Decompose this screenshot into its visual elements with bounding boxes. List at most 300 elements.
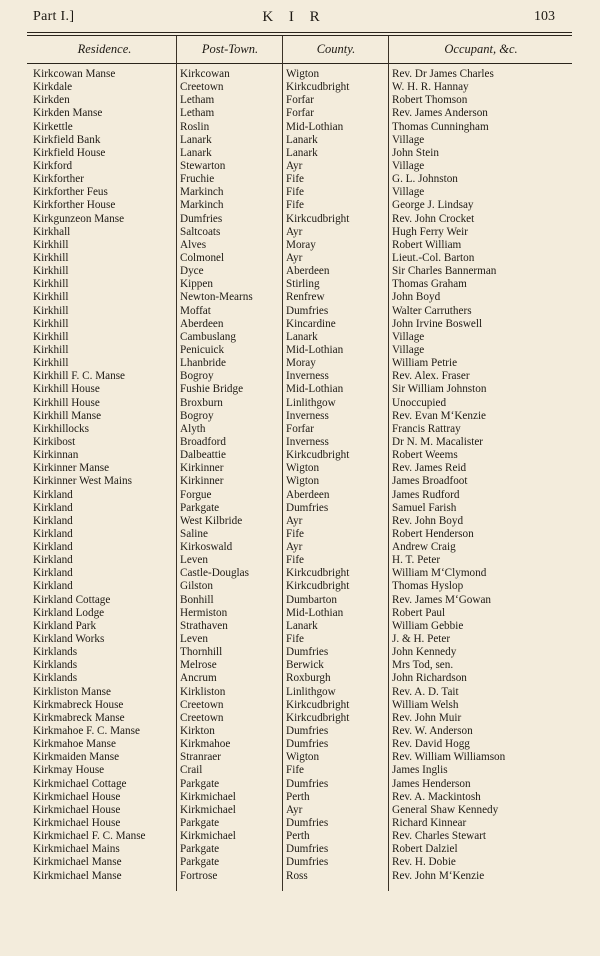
residence-cell: Kirkmabreck House bbox=[33, 698, 124, 711]
page-header bbox=[33, 9, 555, 27]
table-row bbox=[0, 672, 600, 685]
occupant-cell: Rev. James Reid bbox=[392, 462, 467, 475]
residence-cell: Kirkliston Manse bbox=[33, 685, 111, 698]
residence-cell: Kirkfield Bank bbox=[33, 133, 101, 146]
table-row bbox=[0, 147, 600, 160]
post-town-cell: Thornhill bbox=[180, 646, 223, 659]
post-town-cell: Newton-Mearns bbox=[180, 291, 253, 304]
county-cell: Ross bbox=[286, 869, 308, 882]
occupant-cell: Mrs Tod, sen. bbox=[392, 659, 454, 672]
post-town-cell: Colmonel bbox=[180, 251, 225, 264]
occupant-cell: George J. Lindsay bbox=[392, 199, 474, 212]
post-town-cell: Moffat bbox=[180, 304, 211, 317]
post-town-cell: Parkgate bbox=[180, 843, 220, 856]
county-cell: Linlithgow bbox=[286, 685, 336, 698]
post-town-cell: Kirkmahoe bbox=[180, 738, 231, 751]
table-row bbox=[0, 580, 600, 593]
post-town-cell: Ancrum bbox=[180, 672, 217, 685]
post-town-cell: Parkgate bbox=[180, 817, 220, 830]
table-row bbox=[0, 646, 600, 659]
occupant-cell: Thomas Hyslop bbox=[392, 580, 464, 593]
occupant-cell: Robert Paul bbox=[392, 606, 446, 619]
county-cell: Dumfries bbox=[286, 646, 329, 659]
occupant-cell: Robert Henderson bbox=[392, 527, 474, 540]
occupant-cell: Thomas Cunningham bbox=[392, 120, 489, 133]
county-cell: Stirling bbox=[286, 278, 320, 291]
post-town-cell: Saline bbox=[180, 527, 208, 540]
post-town-cell: Forgue bbox=[180, 488, 212, 501]
table-row bbox=[0, 515, 600, 528]
residence-cell: Kirkhill House bbox=[33, 396, 100, 409]
residence-cell: Kirkford bbox=[33, 159, 73, 172]
post-town-cell: Crail bbox=[180, 764, 203, 777]
county-cell: Ayr bbox=[286, 541, 303, 554]
post-town-cell: Kirkmichael bbox=[180, 803, 236, 816]
county-cell: Kirkcudbright bbox=[286, 567, 350, 580]
table-row bbox=[0, 620, 600, 633]
table-row bbox=[0, 199, 600, 212]
residence-cell: Kirkmichael House bbox=[33, 790, 121, 803]
table-row bbox=[0, 699, 600, 712]
post-town-cell: Kirkcowan bbox=[180, 68, 230, 80]
table-row bbox=[0, 725, 600, 738]
county-cell: Linlithgow bbox=[286, 396, 336, 409]
table-row bbox=[0, 462, 600, 475]
occupant-cell: James Rudford bbox=[392, 488, 460, 501]
residence-cell: Kirkcowan Manse bbox=[33, 68, 116, 80]
county-cell: Dumfries bbox=[286, 304, 329, 317]
county-cell: Moray bbox=[286, 238, 316, 251]
county-cell: Fife bbox=[286, 554, 305, 567]
county-cell: Inverness bbox=[286, 370, 329, 383]
header-rule-double bbox=[27, 35, 572, 36]
post-town-cell: Bogroy bbox=[180, 370, 214, 383]
county-cell: Fife bbox=[286, 199, 305, 212]
county-cell: Kirkcudbright bbox=[286, 711, 350, 724]
county-cell: Forfar bbox=[286, 107, 314, 120]
table-row bbox=[0, 331, 600, 344]
post-town-cell: Kippen bbox=[180, 278, 213, 291]
post-town-cell: Kirkoswald bbox=[180, 541, 233, 554]
residence-cell: Kirkmichael Manse bbox=[33, 856, 122, 869]
post-town-cell: Bogroy bbox=[180, 409, 214, 422]
occupant-cell: Village bbox=[392, 133, 425, 146]
residence-cell: Kirkland bbox=[33, 514, 73, 527]
table-row bbox=[0, 751, 600, 764]
table-row bbox=[0, 554, 600, 567]
page-number: 103 bbox=[534, 9, 555, 24]
residence-cell: Kirkmichael Mains bbox=[33, 843, 120, 856]
county-cell: Ayr bbox=[286, 251, 303, 264]
occupant-cell: Rev. Alex. Fraser bbox=[392, 370, 470, 383]
county-cell: Wigton bbox=[286, 68, 320, 80]
residence-cell: Kirkhill Manse bbox=[33, 409, 102, 422]
occupant-cell: Sir Charles Bannerman bbox=[392, 265, 497, 278]
part-label: Part I.] bbox=[33, 9, 75, 24]
table-row bbox=[0, 817, 600, 830]
occupant-cell: Rev. H. Dobie bbox=[392, 856, 456, 869]
residence-cell: Kirkforther Feus bbox=[33, 186, 108, 199]
residence-cell: Kirkinnan bbox=[33, 449, 79, 462]
table-row bbox=[0, 252, 600, 265]
occupant-cell: John Richardson bbox=[392, 672, 467, 685]
occupant-cell: J. & H. Peter bbox=[392, 633, 451, 646]
residence-cell: Kirkland Cottage bbox=[33, 593, 111, 606]
residence-cell: Kirkmichael House bbox=[33, 803, 121, 816]
post-town-cell: Lhanbride bbox=[180, 357, 226, 370]
county-cell: Renfrew bbox=[286, 291, 325, 304]
residence-cell: Kirkland bbox=[33, 488, 73, 501]
county-cell: Wigton bbox=[286, 462, 320, 475]
county-cell: Aberdeen bbox=[286, 488, 330, 501]
table-row bbox=[0, 239, 600, 252]
residence-cell: Kirkland bbox=[33, 527, 73, 540]
county-cell: Wigton bbox=[286, 475, 320, 488]
table-row bbox=[0, 686, 600, 699]
county-cell: Mid-Lothian bbox=[286, 383, 344, 396]
post-town-cell: Castle-Douglas bbox=[180, 567, 249, 580]
occupant-cell: Robert William bbox=[392, 238, 462, 251]
post-town-cell: Strathaven bbox=[180, 619, 228, 632]
residence-cell: Kirkhill bbox=[33, 291, 69, 304]
occupant-cell: Lieut.-Col. Barton bbox=[392, 251, 475, 264]
post-town-cell: Fruchie bbox=[180, 173, 215, 186]
table-row bbox=[0, 291, 600, 304]
occupant-cell: Rev. A. Mackintosh bbox=[392, 790, 481, 803]
post-town-cell: Parkgate bbox=[180, 777, 220, 790]
residence-cell: Kirkland bbox=[33, 567, 73, 580]
occupant-cell: Village bbox=[392, 159, 425, 172]
table-row bbox=[0, 423, 600, 436]
occupant-cell: Rev. W. Anderson bbox=[392, 725, 473, 738]
county-cell: Fife bbox=[286, 527, 305, 540]
table-row bbox=[0, 226, 600, 239]
county-cell: Dumfries bbox=[286, 777, 329, 790]
occupant-cell: Hugh Ferry Weir bbox=[392, 225, 468, 238]
occupant-cell: John Stein bbox=[392, 146, 439, 159]
residence-cell: Kirkland bbox=[33, 554, 73, 567]
post-town-cell: Saltcoats bbox=[180, 225, 221, 238]
post-town-cell: Letham bbox=[180, 107, 215, 120]
post-town-cell: Creetown bbox=[180, 698, 224, 711]
table-row bbox=[0, 778, 600, 791]
post-town-cell: Bonhill bbox=[180, 593, 214, 606]
county-cell: Forfar bbox=[286, 94, 314, 107]
table-row bbox=[0, 265, 600, 278]
occupant-cell: Robert Dalziel bbox=[392, 843, 458, 856]
table-row bbox=[0, 81, 600, 94]
table-row bbox=[0, 870, 600, 883]
county-cell: Forfar bbox=[286, 422, 314, 435]
residence-cell: Kirkland Park bbox=[33, 619, 97, 632]
county-cell: Mid-Lothian bbox=[286, 606, 344, 619]
residence-cell: Kirkden Manse bbox=[33, 107, 103, 120]
residence-cell: Kirkmichael F. C. Manse bbox=[33, 830, 146, 843]
post-town-cell: Broxburn bbox=[180, 396, 223, 409]
header-rule-top bbox=[27, 32, 572, 33]
occupant-cell: Rev. David Hogg bbox=[392, 738, 470, 751]
county-cell: Inverness bbox=[286, 435, 329, 448]
post-town-cell: Lanark bbox=[180, 133, 212, 146]
post-town-cell: Gilston bbox=[180, 580, 213, 593]
county-cell: Ayr bbox=[286, 225, 303, 238]
occupant-cell: John Boyd bbox=[392, 291, 441, 304]
post-town-cell: Alves bbox=[180, 238, 207, 251]
residence-cell: Kirkforther House bbox=[33, 199, 116, 212]
table-row bbox=[0, 305, 600, 318]
post-town-cell: Markinch bbox=[180, 186, 224, 199]
occupant-cell: Samuel Farish bbox=[392, 501, 457, 514]
column-header-county: County. bbox=[316, 42, 356, 56]
occupant-cell: Rev. James M‘Gowan bbox=[392, 593, 492, 606]
residence-cell: Kirkgunzeon Manse bbox=[33, 212, 125, 225]
residence-cell: Kirkhill bbox=[33, 304, 69, 317]
post-town-cell: Leven bbox=[180, 554, 208, 567]
table-row bbox=[0, 843, 600, 856]
occupant-cell: John Kennedy bbox=[392, 646, 457, 659]
county-cell: Mid-Lothian bbox=[286, 120, 344, 133]
residence-cell: Kirkland bbox=[33, 501, 73, 514]
residence-cell: Kirkhill bbox=[33, 238, 69, 251]
table-row bbox=[0, 804, 600, 817]
post-town-cell: Stewarton bbox=[180, 159, 226, 172]
occupant-cell: Rev. John Boyd bbox=[392, 514, 464, 527]
county-cell: Inverness bbox=[286, 409, 329, 422]
post-town-cell: Roslin bbox=[180, 120, 210, 133]
post-town-cell: Kirkliston bbox=[180, 685, 226, 698]
post-town-cell: Fortrose bbox=[180, 869, 218, 882]
county-cell: Fife bbox=[286, 764, 305, 777]
occupant-cell: James Broadfoot bbox=[392, 475, 468, 488]
occupant-cell: Rev. James Anderson bbox=[392, 107, 488, 120]
county-cell: Roxburgh bbox=[286, 672, 331, 685]
table-row bbox=[0, 173, 600, 186]
table-row bbox=[0, 107, 600, 120]
occupant-cell: William M‘Clymond bbox=[392, 567, 487, 580]
residence-cell: Kirklands bbox=[33, 672, 78, 685]
table-row bbox=[0, 489, 600, 502]
occupant-cell: Village bbox=[392, 186, 425, 199]
post-town-cell: Dalbeattie bbox=[180, 449, 226, 462]
table-row bbox=[0, 633, 600, 646]
column-header-occupant: Occupant, &c. bbox=[444, 42, 518, 56]
post-town-cell: Cambuslang bbox=[180, 330, 236, 343]
residence-cell: Kirkhill F. C. Manse bbox=[33, 370, 126, 383]
residence-cell: Kirkhill bbox=[33, 357, 69, 370]
county-cell: Perth bbox=[286, 790, 310, 803]
residence-cell: Kirkforther bbox=[33, 173, 84, 186]
residence-cell: Kirkland Works bbox=[33, 633, 105, 646]
residence-cell: Kirkhill bbox=[33, 343, 69, 356]
table-row bbox=[0, 121, 600, 134]
residence-cell: Kirkhill bbox=[33, 251, 69, 264]
table-row bbox=[0, 357, 600, 370]
residence-cell: Kirkdale bbox=[33, 81, 73, 94]
table-row bbox=[0, 712, 600, 725]
residence-cell: Kirkland bbox=[33, 580, 73, 593]
residence-cell: Kirkmahoe Manse bbox=[33, 738, 116, 751]
table-row bbox=[0, 830, 600, 843]
occupant-cell: Walter Carruthers bbox=[392, 304, 472, 317]
occupant-cell: Rev. John Crocket bbox=[392, 212, 475, 225]
table-row bbox=[0, 541, 600, 554]
occupant-cell: W. H. R. Hannay bbox=[392, 81, 469, 94]
residence-cell: Kirkden bbox=[33, 94, 70, 107]
post-town-cell: Aberdeen bbox=[180, 317, 224, 330]
residence-cell: Kirkmichael House bbox=[33, 817, 121, 830]
table-row bbox=[0, 213, 600, 226]
occupant-cell: Rev. Charles Stewart bbox=[392, 830, 487, 843]
occupant-cell: Rev. Dr James Charles bbox=[392, 68, 494, 80]
county-cell: Kirkcudbright bbox=[286, 449, 350, 462]
county-cell: Moray bbox=[286, 357, 316, 370]
post-town-cell: Fushie Bridge bbox=[180, 383, 244, 396]
post-town-cell: Parkgate bbox=[180, 501, 220, 514]
occupant-cell: Richard Kinnear bbox=[392, 817, 467, 830]
occupant-cell: John Irvine Boswell bbox=[392, 317, 483, 330]
table-row bbox=[0, 278, 600, 291]
residence-cell: Kirkhall bbox=[33, 225, 71, 238]
table-row bbox=[0, 68, 600, 81]
post-town-cell: Penicuick bbox=[180, 343, 225, 356]
table-row bbox=[0, 318, 600, 331]
table-row bbox=[0, 856, 600, 869]
post-town-cell: West Kilbride bbox=[180, 514, 243, 527]
occupant-cell: Dr N. M. Macalister bbox=[392, 435, 484, 448]
county-cell: Dumfries bbox=[286, 738, 329, 751]
table-row bbox=[0, 449, 600, 462]
occupant-cell: William Petrie bbox=[392, 357, 458, 370]
county-cell: Berwick bbox=[286, 659, 324, 672]
residence-cell: Kirkhill bbox=[33, 278, 69, 291]
post-town-cell: Letham bbox=[180, 94, 215, 107]
post-town-cell: Hermiston bbox=[180, 606, 228, 619]
post-town-cell: Kirkmichael bbox=[180, 830, 236, 843]
residence-cell: Kirkibost bbox=[33, 435, 76, 448]
residence-cell: Kirkfield House bbox=[33, 146, 106, 159]
table-row bbox=[0, 383, 600, 396]
county-cell: Ayr bbox=[286, 159, 303, 172]
table-row bbox=[0, 764, 600, 777]
table-row bbox=[0, 659, 600, 672]
occupant-cell: Village bbox=[392, 330, 425, 343]
county-cell: Lanark bbox=[286, 330, 318, 343]
occupant-cell: Francis Rattray bbox=[392, 422, 461, 435]
column-header-residence: Residence. bbox=[77, 42, 132, 56]
occupant-cell: G. L. Johnston bbox=[392, 173, 458, 186]
occupant-cell: James Henderson bbox=[392, 777, 471, 790]
county-cell: Ayr bbox=[286, 514, 303, 527]
occupant-cell: Sir William Johnston bbox=[392, 383, 487, 396]
post-town-cell: Creetown bbox=[180, 711, 224, 724]
occupant-cell: James Inglis bbox=[392, 764, 448, 777]
residence-cell: Kirkmichael Manse bbox=[33, 869, 122, 882]
table-row bbox=[0, 475, 600, 488]
post-town-cell: Markinch bbox=[180, 199, 224, 212]
occupant-cell: H. T. Peter bbox=[392, 554, 441, 567]
county-cell: Lanark bbox=[286, 146, 318, 159]
county-cell: Fife bbox=[286, 186, 305, 199]
residence-cell: Kirkmahoe F. C. Manse bbox=[33, 725, 140, 738]
county-cell: Dumfries bbox=[286, 725, 329, 738]
table-row bbox=[0, 397, 600, 410]
county-cell: Kirkcudbright bbox=[286, 81, 350, 94]
post-town-cell: Alyth bbox=[180, 422, 206, 435]
post-town-cell: Creetown bbox=[180, 81, 224, 94]
occupant-cell: Robert Weems bbox=[392, 449, 458, 462]
post-town-cell: Dumfries bbox=[180, 212, 223, 225]
residence-cell: Kirkmay House bbox=[33, 764, 105, 777]
table-row bbox=[0, 594, 600, 607]
residence-cell: Kirkland Lodge bbox=[33, 606, 105, 619]
table-row bbox=[0, 528, 600, 541]
county-cell: Aberdeen bbox=[286, 265, 330, 278]
county-cell: Kincardine bbox=[286, 317, 336, 330]
residence-cell: Kirkinner Manse bbox=[33, 462, 110, 475]
post-town-cell: Melrose bbox=[180, 659, 217, 672]
post-town-cell: Parkgate bbox=[180, 856, 220, 869]
table-row bbox=[0, 186, 600, 199]
table-row bbox=[0, 791, 600, 804]
residence-cell: Kirkmaiden Manse bbox=[33, 751, 120, 764]
column-header-post-town: Post-Town. bbox=[201, 42, 259, 56]
table-row bbox=[0, 738, 600, 751]
occupant-cell: Rev. John M‘Kenzie bbox=[392, 869, 485, 882]
county-cell: Kirkcudbright bbox=[286, 698, 350, 711]
occupant-cell: William Welsh bbox=[392, 698, 459, 711]
residence-cell: Kirkhill bbox=[33, 265, 69, 278]
residence-cell: Kirkhill House bbox=[33, 383, 100, 396]
occupant-cell: Village bbox=[392, 343, 425, 356]
post-town-cell: Kirkmichael bbox=[180, 790, 236, 803]
residence-cell: Kirklands bbox=[33, 646, 78, 659]
post-town-cell: Lanark bbox=[180, 146, 212, 159]
table-row bbox=[0, 134, 600, 147]
occupant-cell: Andrew Craig bbox=[392, 541, 456, 554]
county-cell: Dumfries bbox=[286, 843, 329, 856]
county-cell: Dumfries bbox=[286, 817, 329, 830]
table-row bbox=[0, 344, 600, 357]
table-row bbox=[0, 567, 600, 580]
table-row bbox=[0, 370, 600, 383]
occupant-cell: Robert Thomson bbox=[392, 94, 468, 107]
post-town-cell: Dyce bbox=[180, 265, 204, 278]
county-cell: Lanark bbox=[286, 619, 318, 632]
table-row bbox=[0, 160, 600, 173]
county-cell: Kirkcudbright bbox=[286, 212, 350, 225]
county-cell: Wigton bbox=[286, 751, 320, 764]
table-row bbox=[0, 607, 600, 620]
county-cell: Dumfries bbox=[286, 501, 329, 514]
residence-cell: Kirkettle bbox=[33, 120, 73, 133]
table-row bbox=[0, 502, 600, 515]
county-cell: Ayr bbox=[286, 803, 303, 816]
residence-cell: Kirkmabreck Manse bbox=[33, 711, 125, 724]
post-town-cell: Leven bbox=[180, 633, 208, 646]
occupant-cell: Thomas Graham bbox=[392, 278, 467, 291]
county-cell: Kirkcudbright bbox=[286, 580, 350, 593]
residence-cell: Kirkhill bbox=[33, 317, 69, 330]
post-town-cell: Kirkton bbox=[180, 725, 215, 738]
residence-cell: Kirklands bbox=[33, 659, 78, 672]
county-cell: Dumbarton bbox=[286, 593, 337, 606]
county-cell: Fife bbox=[286, 173, 305, 186]
residence-cell: Kirkinner West Mains bbox=[33, 475, 132, 488]
residence-cell: Kirkland bbox=[33, 541, 73, 554]
occupant-cell: William Gebbie bbox=[392, 619, 464, 632]
post-town-cell: Kirkinner bbox=[180, 462, 224, 475]
county-cell: Dumfries bbox=[286, 856, 329, 869]
